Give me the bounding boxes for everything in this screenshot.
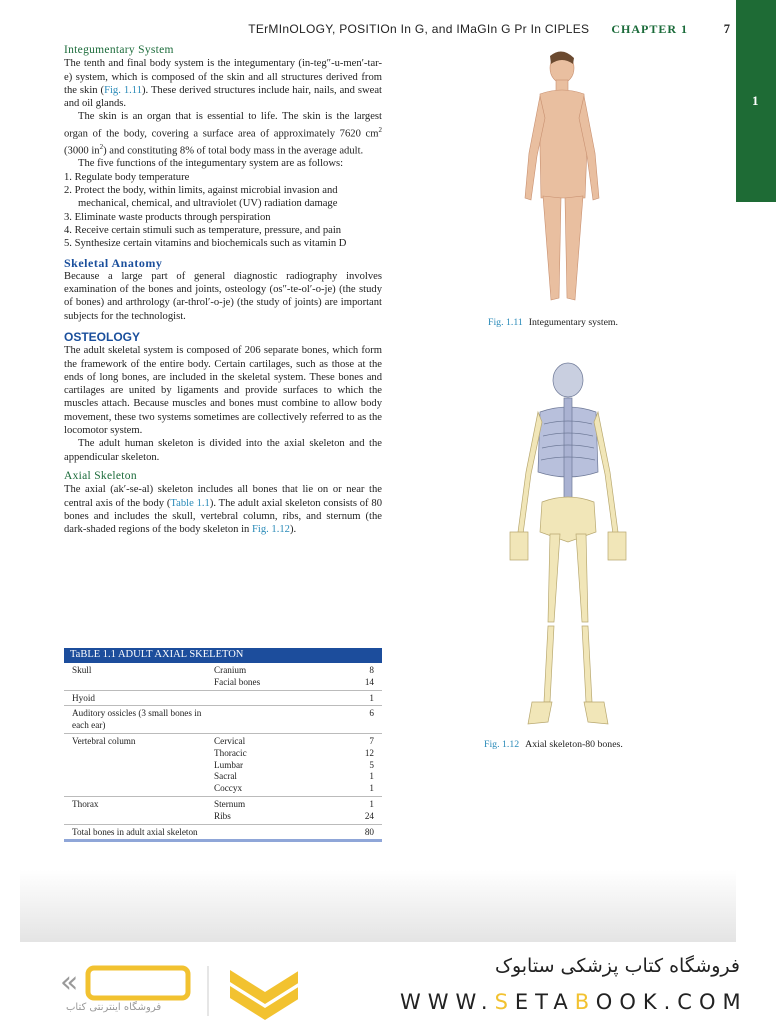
heading-osteology: OSTEOLOGY [64,330,141,344]
list-item: 2. Protect the body, within limits, against microbial invasion and mechanical, chemical, and ultraviolet (UV) radiation damage [64,185,338,210]
table-row [64,706,382,734]
table-part: Sternum [214,798,246,809]
table-cell-region: Skull [72,665,92,675]
table-part: Cervical [214,735,246,746]
table-link[interactable]: Table 1.1 [170,497,210,509]
table-cell-counts [336,665,374,689]
setabook-logo-icon [58,964,298,1024]
table-cell-counts [336,827,374,839]
table-row [64,797,382,825]
footer-fade [20,870,736,942]
table-part: Thoracic [214,747,247,758]
table-cell-region: Vertebral column [72,735,136,746]
store-url[interactable]: WWW.SETABOOK.COM [400,990,748,1014]
table-cell-counts [336,799,374,823]
paragraph: The skin is an organ that is essential to life. The skin is the largest organ of the body, covering a surface area of approximately 7620 $cm^2$ (3000 $in^2$) and constituting 8% of total body mass in the average adult. [64,111,382,157]
store-name: فروشگاه کتاب پزشکی ستابوک [494,955,740,977]
table-part: Ribs [214,810,231,821]
logo-tagline: فروشگاه اینترنتی کتاب [66,1002,162,1013]
table-cell-counts [336,708,374,732]
figure-label[interactable]: Fig. 1.12 [484,739,520,750]
table-count: 12 [364,747,374,758]
paragraph: The adult human skeleton is divided into the axial skeleton and the appendicular skeleton. [64,438,382,463]
fig-link[interactable]: Fig. 1.11 [104,84,142,96]
functions-list [64,171,382,251]
figure-caption: Fig. 1.12 Axial skeleton-80 bones. [484,739,623,750]
list-item: 5. Synthesize certain vitamins and biochemicals such as vitamin D [64,238,347,250]
table-cell-parts [214,708,336,732]
table-row [64,734,382,797]
heading-skeletal-anatomy: Skeletal Anatomy [64,255,163,270]
table-part: Facial bones [214,676,261,687]
figure-caption: Fig. 1.11 Integumentary system. [488,317,618,328]
table-cell-region: Thorax [72,798,99,809]
paragraph: The five functions of the integumentary system are as follows: [78,158,344,170]
svg-text:«: « [60,965,79,1000]
table-count: 1 [369,783,374,794]
table-part [214,693,336,705]
table-cell-parts [214,799,336,823]
table-title: TaBLE 1.1 ADULT AXIAL SKELETON [64,648,382,663]
list-item: 4. Receive certain stimuli such as temperature, pressure, and pain [64,224,342,236]
table-row [64,691,382,707]
table-cell-region: Total bones in adult axial skeleton [72,826,198,837]
table-part [214,827,336,839]
heading-axial-skeleton: Axial Skeleton [64,469,137,482]
table-cell-parts [214,693,336,705]
table-part [214,708,336,720]
table-count: 5 [369,759,374,770]
paragraph: The axial (ak′-se-al) skeleton includes all bones that lie on or near the central axis of the body (Table 1.1). The adult axial skeleton consists of 80 bones and includes the skull, vertebral column, ribs, and sternum (the dark-shaded regions of the body skeleton in Fig. 1.12). [64,484,382,536]
table-part: Sacral [214,771,237,782]
table-count: 1 [369,771,374,782]
skeleton-figure [498,362,638,730]
table-cell-parts [214,827,336,839]
table-cell-counts [336,693,374,705]
table-part: Coccyx [214,783,243,794]
table-row [64,825,382,843]
table-count: 1 [369,798,374,809]
running-title: TErMInOLOGY, POSITIOn In G, and IMaGIn G Pr In CIPLES [248,22,590,36]
table-cell-region: Hyoid [72,692,95,703]
table-count: 14 [364,676,374,687]
chapter-tab-number: 1 [752,93,759,108]
table-cell-parts [214,736,336,795]
integumentary-figure [515,48,615,308]
table-cell-region: Auditory ossicles (3 small bones in each ear) [72,708,202,731]
page-number: 7 [723,21,730,36]
fig-link[interactable]: Fig. 1.12 [252,524,290,536]
table-part: Lumbar [214,759,244,770]
table-count: 80 [364,826,374,837]
paragraph: The tenth and final body system is the integumentary (in-teg″-u-men′-tar-e) system, which is composed of the skin and all structures derived from the skin (Fig. 1.11). These derived structures include hair, nails, and sweat and oil glands. [64,58,382,110]
paragraph: Because a large part of general diagnostic radiography involves examination of the bones and joints, osteology (os″-te-ol′-o-je) (the study of bones) and arthrology (ar-throl′-o-je) (the study of joints) are important subjects for the technologist. [64,270,382,322]
table-count: 1 [369,692,374,703]
table-cell-parts [214,665,336,689]
chapter-tab [736,0,776,202]
paragraph: The adult skeletal system is composed of 206 separate bones, which form the framework of the entire body. Certain cartilages, such as those at the ends of long bones, are included in the skeletal system. These bones and cartilages are united by ligaments and provide surfaces to which the muscles attach. Because muscles and bones must combine to allow body movement, these two systems sometimes are collectively referred to as the locomotor system. [64,345,382,437]
table-count: 7 [369,735,374,746]
table-count: 8 [369,665,374,675]
running-header [200,20,730,38]
list-item: 1. Regulate body temperature [64,171,190,183]
left-column [64,44,382,536]
table-cell-counts [336,736,374,795]
table-row [64,663,382,691]
heading-integumentary: Integumentary System [64,44,174,56]
chapter-label: CHAPTER 1 [611,21,688,36]
figure-label[interactable]: Fig. 1.11 [488,317,523,328]
table-part: Cranium [214,665,247,675]
table-count: 24 [364,810,374,821]
table-count: 6 [369,708,374,719]
table-adult-axial-skeleton [64,648,382,842]
list-item: 3. Eliminate waste products through perspiration [64,211,271,223]
